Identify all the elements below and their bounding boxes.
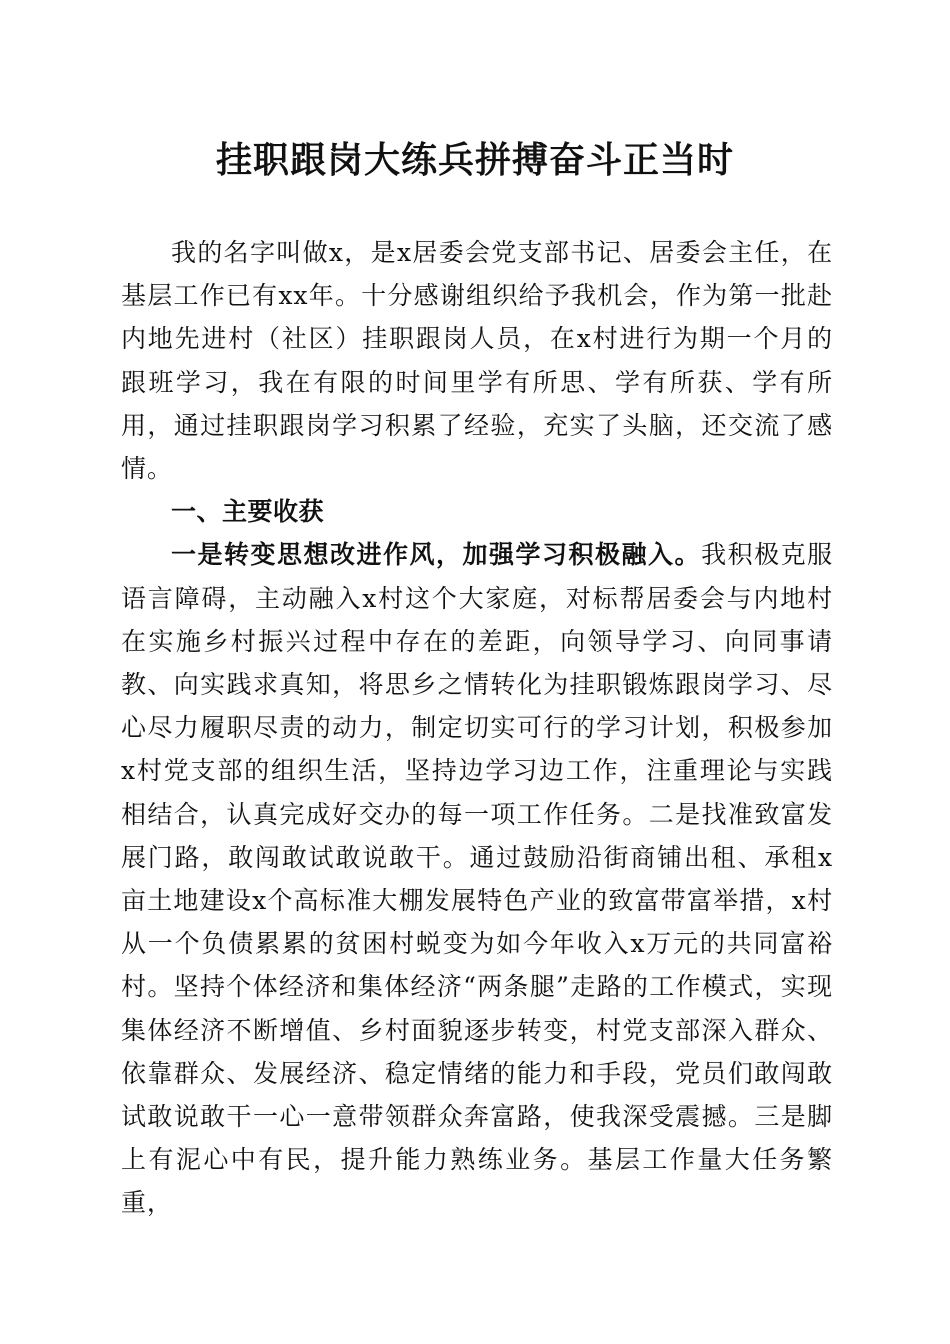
section-body-text: 我积极克服语言障碍，主动融入x村这个大家庭，对标帮居委会与内地村在实施乡村振兴过程中存在的差距，向领导学习、向同事请教、向实践求真知，将思乡之情转化为挂职锻炼跟岗学习、尽心尽力履职尽责的动力，制定切实可行的学习计划，积极参加x村党支部的组织生活，坚持边学习边工作，注重理论与实践相结合，认真完成好交办的每一项工作任务。二是找准致富发展门路，敢闯敢试敢说敢干。通过鼓励沿街商铺出租、承租x亩土地建设x个高标准大棚发展特色产业的致富带富举措，x村从一个负债累累的贫困村蜕变为如今年收入x万元的共同富裕村。坚持个体经济和集体经济“两条腿”走路的工作模式，实现集体经济不断增值、乡村面貌逐步转变，村党支部深入群众、依靠群众、发展经济、稳定情绪的能力和手段，党员们敢闯敢试敢说敢干一心一意带领群众奔富路，使我深受震撼。三是脚上有泥心中有民，提升能力熟练业务。基层工作量大任务繁重， bbox=[121, 540, 833, 1218]
section-heading: 一、主要收获 bbox=[171, 497, 325, 527]
intro-paragraph: 我的名字叫做x，是x居委会党支部书记、居委会主任，在基层工作已有xx年。十分感谢组织给予我机会，作为第一批赴内地先进村（社区）挂职跟岗人员，在x村进行为期一个月的跟班学习，我在有限的时间里学有所思、学有所获、学有所用，通过挂职跟岗学习积累了经验，充实了头脑，还交流了感情。 bbox=[121, 238, 833, 484]
section-lead-sentence: 一是转变思想改进作风，加强学习积极融入。 bbox=[171, 540, 702, 570]
document-body bbox=[121, 231, 833, 1225]
document-title: 挂职跟岗大练兵拼搏奋斗正当时 bbox=[215, 139, 734, 181]
section-paragraph bbox=[121, 533, 833, 1224]
